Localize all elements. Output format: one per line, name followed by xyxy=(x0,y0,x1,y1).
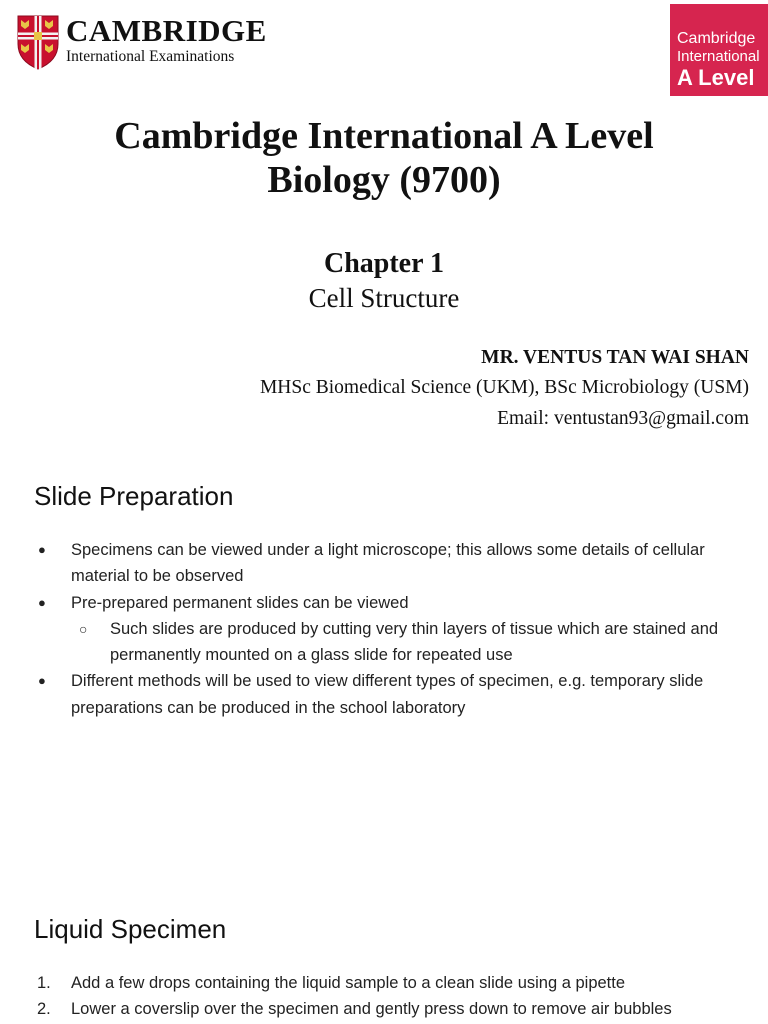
logo-wordmark: CAMBRIDGE xyxy=(66,13,267,48)
a-level-badge xyxy=(670,4,768,96)
bullet-circle-icon: ○ xyxy=(79,620,88,637)
author-email: Email: ventustan93@gmail.com xyxy=(497,408,749,429)
cambridge-logo xyxy=(16,14,267,70)
title-line-2: Biology (9700) xyxy=(267,159,501,201)
list-sub-item xyxy=(34,616,744,669)
list-item xyxy=(34,970,744,996)
step-number: 1. xyxy=(37,974,51,992)
list-item-text: Different methods will be used to view different types of specimen, e.g. temporary slide preparations can be produced in the school laboratory xyxy=(71,672,704,717)
title-line-1: Cambridge International A Level xyxy=(114,115,654,157)
list-item-text: Lower a coverslip over the specimen and gently press down to remove air bubbles xyxy=(71,1000,672,1019)
section-heading-slide-preparation: Slide Preparation xyxy=(34,481,234,511)
document-title xyxy=(0,114,768,202)
list-item xyxy=(34,996,744,1022)
cambridge-crest-icon xyxy=(16,14,60,70)
author-qualifications: MHSc Biomedical Science (UKM), BSc Microbiology (USM) xyxy=(259,377,749,398)
badge-line-international: International xyxy=(677,48,760,65)
bullet-disc-icon: ● xyxy=(38,594,46,610)
author-name: MR. VENTUS TAN WAI SHAN xyxy=(481,347,749,368)
chapter-label: Chapter 1 xyxy=(323,248,445,279)
list-item-text: Specimens can be viewed under a light microscope; this allows some details of cellular material to be observed xyxy=(71,541,705,586)
section-heading-liquid-specimen: Liquid Specimen xyxy=(34,914,227,944)
list-item-text: Add a few drops containing the liquid sample to a clean slide using a pipette xyxy=(71,974,626,992)
logo-subtitle: International Examinations xyxy=(66,48,235,65)
step-number: 2. xyxy=(37,1000,51,1019)
list-item-text: Such slides are produced by cutting very thin layers of tissue which are stained and permanently mounted on a glass slide for repeated use xyxy=(110,619,719,665)
slide-preparation-list xyxy=(34,537,744,721)
chapter-name: Cell Structure xyxy=(308,283,460,313)
list-item xyxy=(34,537,744,590)
liquid-specimen-steps xyxy=(34,970,744,1023)
bullet-disc-icon: ● xyxy=(38,542,46,557)
badge-line-a-level: A Level xyxy=(677,65,755,90)
bullet-disc-icon: ● xyxy=(38,673,46,689)
list-item xyxy=(34,668,744,721)
badge-line-cambridge: Cambridge xyxy=(677,30,756,47)
author-block xyxy=(260,344,749,434)
list-item xyxy=(34,590,744,616)
list-item-text: Pre-prepared permanent slides can be viewed xyxy=(71,593,409,612)
